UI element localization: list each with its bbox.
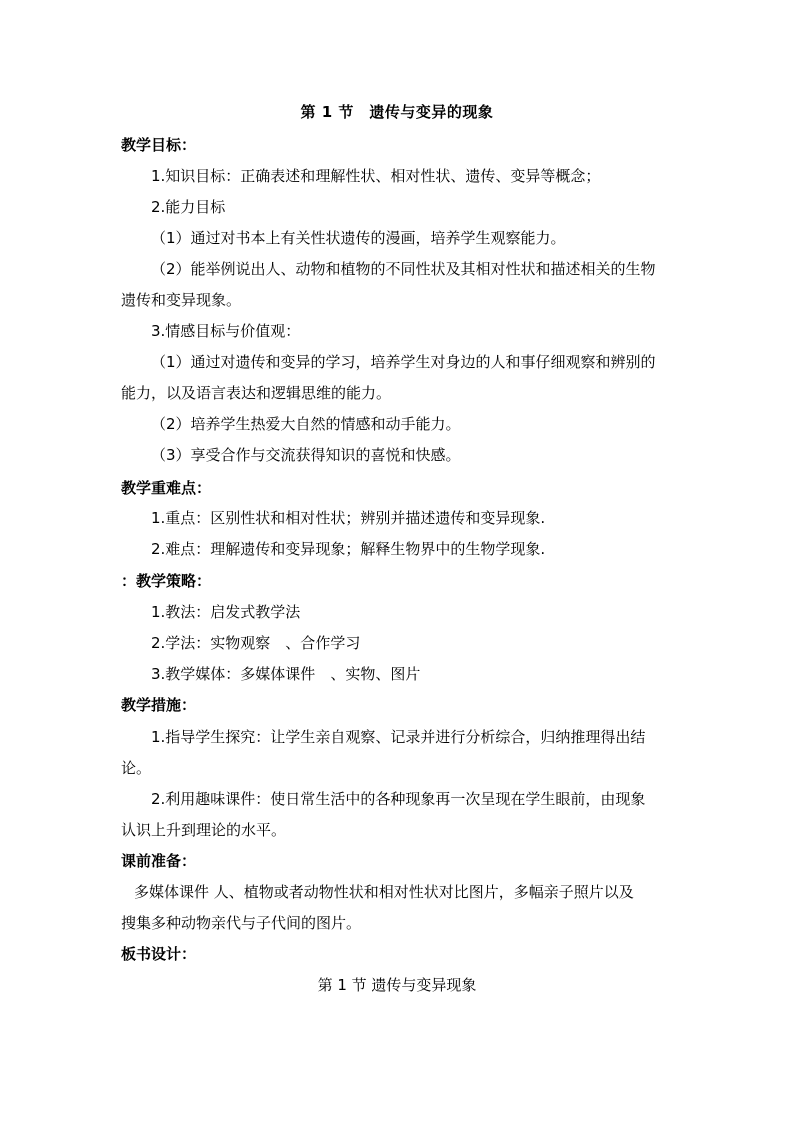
prep-line-1: 多媒体课件 人、植物或者动物性状和相对性状对比图片，多幅亲子照片以及 bbox=[134, 883, 634, 901]
key-points-heading: 教学重难点： bbox=[121, 479, 212, 497]
goals-heading: 教学目标： bbox=[121, 136, 197, 154]
prep-line-2: 搜集多种动物亲代与子代间的图片。 bbox=[121, 914, 362, 932]
ability-item-1: （1）通过对书本上有关性状遗传的漫画，培养学生观察能力。 bbox=[151, 229, 566, 247]
strategy-item-2: 2.学法：实物观察 、合作学习 bbox=[151, 634, 361, 652]
goal-emotion: 3.情感目标与价值观： bbox=[151, 322, 301, 340]
strategy-item-1: 1.教法：启发式教学法 bbox=[151, 603, 301, 621]
measure-item-2-line2: 认识上升到理论的水平。 bbox=[121, 821, 287, 839]
strategy-item-3: 3.教学媒体：多媒体课件 、实物、图片 bbox=[151, 665, 421, 683]
emotion-item-1-line1: （1）通过对遗传和变异的学习，培养学生对身边的人和事仔细观察和辨别的 bbox=[151, 353, 656, 371]
measure-item-1-line1: 1.指导学生探究：让学生亲自观察、记录并进行分析综合，归纳推理得出结 bbox=[151, 728, 646, 746]
ability-item-2-line1: （2）能举例说出人、动物和植物的不同性状及其相对性状和描述相关的生物 bbox=[151, 260, 656, 278]
key-point-1: 1.重点：区别性状和相对性状；辨别并描述遗传和变异现象. bbox=[151, 509, 546, 527]
emotion-item-2: （2）培养学生热爱大自然的情感和动手能力。 bbox=[151, 415, 461, 433]
emotion-item-3: （3）享受合作与交流获得知识的喜悦和快感。 bbox=[151, 446, 461, 464]
board-heading: 板书设计： bbox=[121, 945, 197, 963]
board-title: 第 1 节 遗传与变异现象 bbox=[317, 976, 477, 994]
strategy-heading: ：教学策略： bbox=[121, 572, 212, 590]
prep-heading: 课前准备： bbox=[121, 852, 197, 870]
measure-item-2-line1: 2.利用趣味课件：使日常生活中的各种现象再一次呈现在学生眼前，由现象 bbox=[151, 790, 646, 808]
document-title: 第 1 节 遗传与变异的现象 bbox=[300, 103, 494, 121]
goal-ability: 2.能力目标 bbox=[151, 198, 226, 216]
goal-knowledge: 1.知识目标：正确表述和理解性状、相对性状、遗传、变异等概念； bbox=[151, 167, 601, 185]
emotion-item-1-line2: 能力，以及语言表达和逻辑思维的能力。 bbox=[121, 384, 392, 402]
measures-heading: 教学措施： bbox=[121, 696, 197, 714]
key-point-2: 2.难点：理解遗传和变异现象；解释生物界中的生物学现象. bbox=[151, 540, 546, 558]
ability-item-2-line2: 遗传和变异现象。 bbox=[121, 291, 242, 309]
measure-item-1-line2: 论。 bbox=[121, 759, 152, 777]
